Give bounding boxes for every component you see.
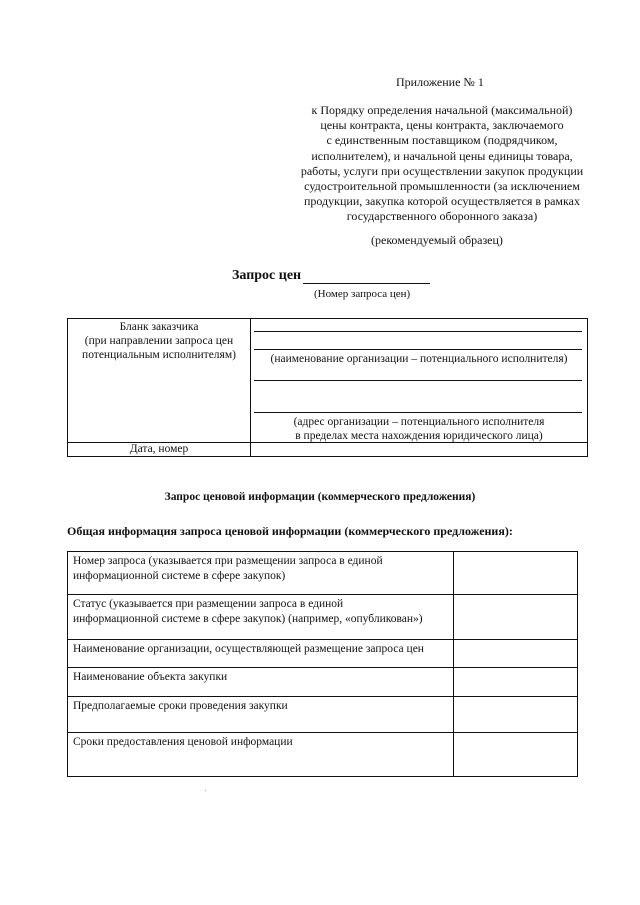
label-line: информационной системе в сфере закупок) [73, 570, 286, 582]
section-title: Запрос ценовой информации (коммерческого предложения) [164, 491, 476, 503]
table-row [68, 595, 578, 640]
header-reference-block [292, 103, 592, 225]
address-line[interactable] [254, 412, 582, 413]
general-info-table [67, 551, 578, 777]
blank-label-line: (при направлении запроса цен [84, 335, 234, 347]
scan-speck [205, 790, 206, 791]
label-line: информационной системе в сфере закупок) (например, «опубликован») [73, 613, 423, 625]
date-number-label: Дата, номер [129, 443, 189, 455]
request-number-value[interactable] [454, 552, 578, 595]
address-line[interactable] [254, 380, 582, 381]
label-line: Номер запроса (указывается при размещении запроса в единой [73, 555, 383, 567]
header-line: с единственным поставщиком (подрядчиком, [326, 133, 558, 148]
sample-note: (рекомендуемый образец) [371, 233, 503, 247]
table-row [68, 697, 578, 733]
header-line: цены контракта, цены контракта, заключаемого [320, 118, 564, 133]
org-name-line[interactable] [254, 331, 582, 332]
procurement-timeline-label: Предполагаемые сроки проведения закупки [68, 697, 454, 733]
blank-label-line: Бланк заказчика [119, 321, 199, 333]
header-line: исполнителем), и начальной цены единицы товара, [311, 148, 573, 163]
table-row [68, 668, 578, 697]
customer-blank-table [67, 318, 588, 457]
request-title: Запрос цен [232, 268, 302, 283]
price-info-deadline-label: Сроки предоставления ценовой информации [68, 733, 454, 777]
customer-blank-label [68, 320, 250, 362]
general-info-title: Общая информация запроса ценовой информации (коммерческого предложения): [67, 524, 513, 538]
organization-value[interactable] [454, 640, 578, 668]
blank-label-line: потенциальным исполнителям) [82, 349, 236, 361]
status-value[interactable] [454, 595, 578, 640]
address-caption-line: в пределах места нахождения юридического лица) [295, 430, 543, 442]
organization-label: Наименование организации, осуществляющей размещение запроса цен [68, 640, 454, 668]
procurement-object-value[interactable] [454, 668, 578, 697]
table-row [68, 552, 578, 595]
procurement-object-label: Наименование объекта закупки [68, 668, 454, 697]
table-row [68, 640, 578, 668]
status-label [68, 595, 454, 640]
label-line: Статус (указывается при размещении запроса в единой [73, 598, 344, 610]
header-line: судостроительной промышленности (за исключением [304, 179, 580, 194]
header-line: продукции, закупка которой осуществляется в рамках [303, 194, 580, 209]
table-row [68, 733, 578, 777]
org-name-caption: (наименование организации – потенциального исполнителя) [270, 353, 568, 365]
request-number-caption: (Номер запроса цен) [314, 288, 411, 300]
request-number-field[interactable] [303, 283, 430, 284]
price-info-deadline-value[interactable] [454, 733, 578, 777]
header-line: государственного оборонного заказа) [346, 209, 538, 224]
request-number-label [68, 552, 454, 595]
header-line: работы, услуги при осуществлении закупок продукции [300, 163, 584, 178]
address-caption-line: (адрес организации – потенциального исполнителя [293, 416, 545, 428]
org-name-line[interactable] [254, 349, 582, 350]
address-caption [251, 415, 587, 443]
appendix-title: Приложение № 1 [396, 75, 484, 89]
header-line: к Порядку определения начальной (максимальной) [311, 103, 573, 117]
procurement-timeline-value[interactable] [454, 697, 578, 733]
